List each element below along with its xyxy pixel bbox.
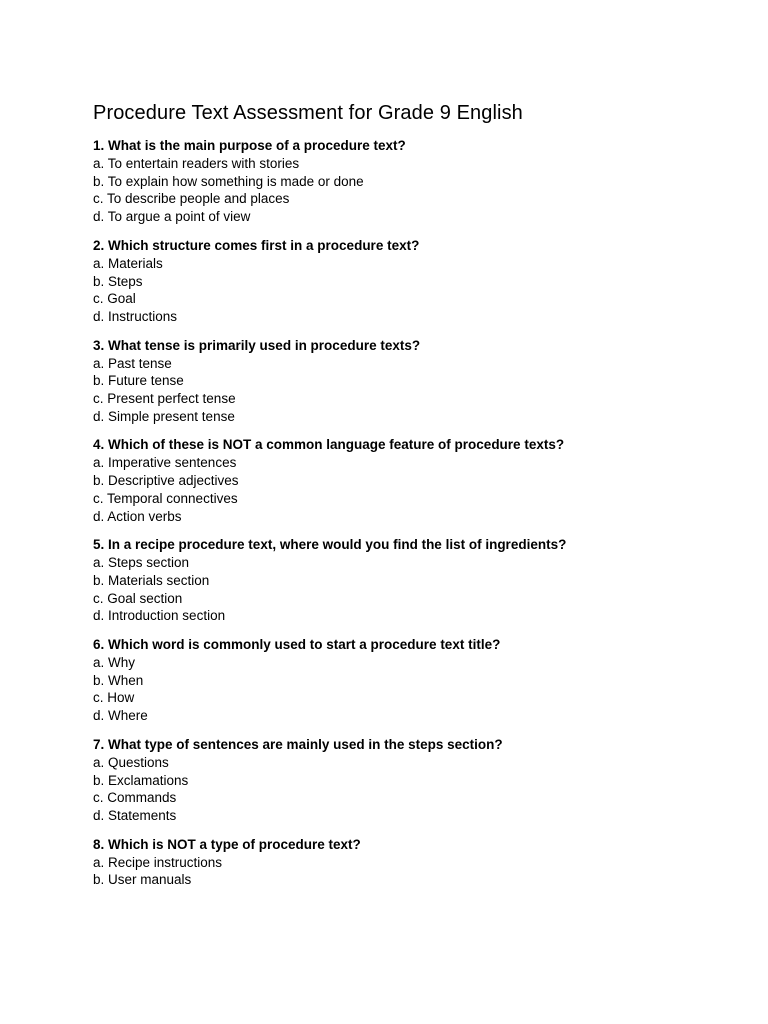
- answer-option: d. Action verbs: [93, 508, 182, 524]
- answer-option: a. Questions: [93, 754, 169, 770]
- question-3: [93, 337, 733, 426]
- answer-option: a. To entertain readers with stories: [93, 156, 300, 171]
- answer-option: b. Steps: [93, 273, 143, 289]
- answer-option: a. Steps section: [93, 555, 190, 571]
- answer-option: d. Statements: [93, 807, 177, 823]
- answer-option: b. Descriptive adjectives: [93, 473, 239, 489]
- question-text: 8. Which is NOT a type of procedure text?: [93, 836, 361, 852]
- answer-option: d. Introduction section: [93, 608, 226, 624]
- answer-option: a. Materials: [93, 255, 163, 271]
- question-4: [93, 436, 733, 525]
- answer-option: a. Past tense: [93, 355, 172, 371]
- answer-option: c. Temporal connectives: [93, 490, 238, 506]
- answer-options: [93, 754, 733, 825]
- answer-options: [93, 454, 733, 525]
- question-text: 3. What tense is primarily used in procedure texts?: [93, 337, 421, 353]
- question-6: [93, 636, 733, 725]
- answer-option: c. To describe people and places: [93, 191, 290, 207]
- question-7: [93, 736, 733, 825]
- answer-option: b. Materials section: [93, 572, 210, 588]
- answer-options: [93, 854, 733, 889]
- answer-option: d. Where: [93, 708, 148, 724]
- question-text: 5. In a recipe procedure text, where would you find the list of ingredients?: [93, 537, 567, 553]
- answer-option: c. Goal: [93, 291, 136, 307]
- answer-option: a. Why: [93, 655, 136, 671]
- answer-option: b. User manuals: [93, 872, 192, 888]
- question-5: [93, 536, 733, 625]
- answer-options: [93, 355, 733, 426]
- answer-option: a. Recipe instructions: [93, 854, 223, 870]
- question-1: [93, 137, 733, 226]
- answer-option: c. Commands: [93, 790, 177, 806]
- question-text: 2. Which structure comes first in a procedure text?: [93, 237, 420, 253]
- answer-option: c. How: [93, 690, 135, 706]
- answer-option: c. Goal section: [93, 590, 183, 606]
- answer-option: b. Future tense: [93, 373, 184, 389]
- answer-option: d. Simple present tense: [93, 408, 235, 424]
- question-text: 7. What type of sentences are mainly used in the steps section?: [93, 736, 503, 752]
- question-text: 4. Which of these is NOT a common language feature of procedure texts?: [93, 437, 565, 453]
- question-text: 1. What is the main purpose of a procedure text?: [93, 138, 406, 153]
- question-text: 6. Which word is commonly used to start a procedure text title?: [93, 637, 501, 653]
- document-page: [93, 101, 733, 900]
- page-title: Procedure Text Assessment for Grade 9 English: [93, 102, 523, 124]
- question-8: [93, 836, 733, 889]
- answer-option: d. Instructions: [93, 308, 178, 324]
- answer-options: [93, 155, 733, 226]
- answer-options: [93, 654, 733, 725]
- answer-options: [93, 554, 733, 625]
- answer-option: b. When: [93, 672, 144, 688]
- question-2: [93, 237, 733, 326]
- answer-option: a. Imperative sentences: [93, 455, 237, 471]
- answer-option: b. To explain how something is made or done: [93, 173, 364, 189]
- answer-options: [93, 255, 733, 326]
- answer-option: d. To argue a point of view: [93, 209, 251, 225]
- answer-option: c. Present perfect tense: [93, 391, 236, 407]
- answer-option: b. Exclamations: [93, 772, 189, 788]
